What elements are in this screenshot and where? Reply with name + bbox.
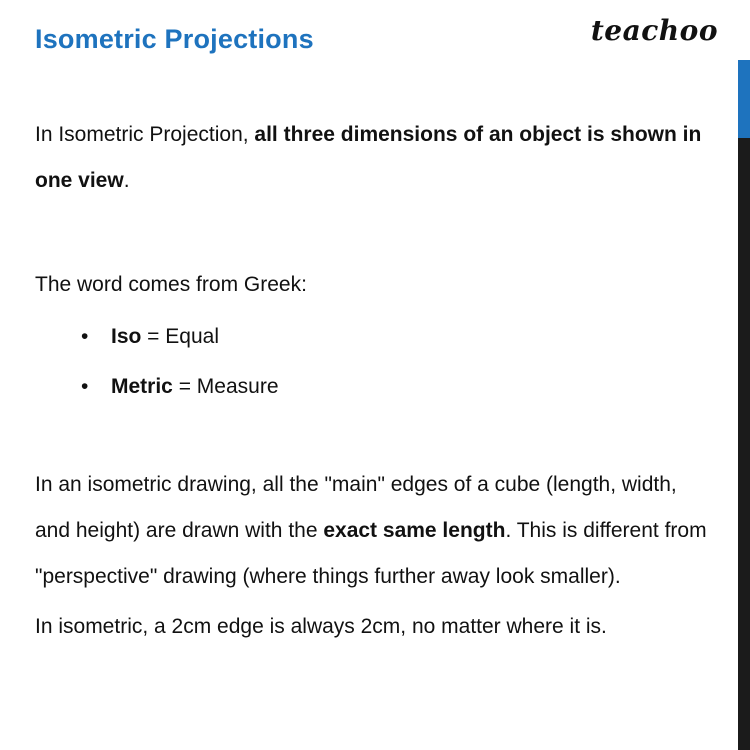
- origin-paragraph: The word comes from Greek:: [35, 273, 307, 296]
- origin-bullet-list: [35, 312, 715, 412]
- bullet-item-metric: [81, 362, 715, 412]
- bullet-term: Iso: [111, 325, 142, 348]
- drawing-paragraph: [35, 462, 715, 600]
- intro-period: .: [123, 169, 130, 192]
- dark-side-bar: [738, 138, 750, 750]
- intro-text: In Isometric Projection,: [35, 123, 255, 146]
- spacer: [35, 204, 715, 262]
- intro-bold-text: all three dimensions of an object is shown in one view: [35, 123, 702, 192]
- intro-paragraph: [35, 112, 715, 204]
- drawing-text-start: In an isometric drawing, all the "main" edges of a cube (length, width, and height) are drawn with the: [35, 473, 677, 542]
- teachoo-logo: teachoo: [590, 14, 718, 47]
- bullet-icon: •: [81, 375, 89, 398]
- drawing-text-end: . This is different from "perspective" drawing (where things further away look smaller).: [35, 519, 707, 588]
- accent-side-bar: [738, 60, 750, 138]
- slide-title: Isometric Projections: [35, 24, 314, 54]
- bullet-item-iso: [81, 312, 715, 362]
- spacer: [35, 412, 715, 462]
- bullet-icon: •: [81, 325, 89, 348]
- example-paragraph: In isometric, a 2cm edge is always 2cm, no matter where it is.: [35, 615, 607, 638]
- drawing-bold-text: exact same length: [323, 519, 506, 542]
- slide-content: [35, 112, 715, 650]
- bullet-definition: = Equal: [141, 325, 219, 348]
- bullet-term: Metric: [111, 375, 173, 398]
- bullet-definition: = Measure: [172, 375, 279, 398]
